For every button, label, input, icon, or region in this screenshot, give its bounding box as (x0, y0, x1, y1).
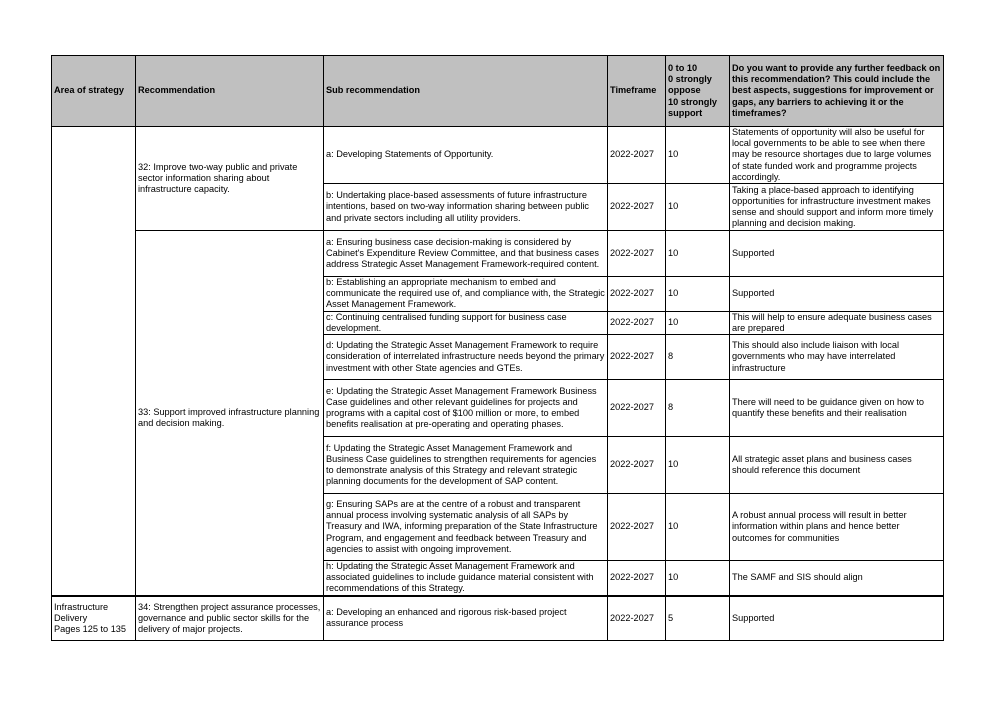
feedback-cell: Supported (730, 231, 944, 277)
sub-recommendation-cell: b: Undertaking place-based assessments of future infrastructure intentions, based on two-way information sharing between public and private sectors including all utility providers. (324, 184, 608, 231)
col-header-feedback: Do you want to provide any further feedback on this recommendation? This could include the best aspects, suggestions for improvement or gaps, any barriers to achieving it or the timeframes? (730, 56, 944, 127)
col-header-timeframe: Timeframe (608, 56, 666, 127)
score-cell: 10 (666, 494, 730, 561)
score-cell: 10 (666, 277, 730, 312)
sub-recommendation-cell: e: Updating the Strategic Asset Management Framework Business Case guidelines and other relevant guidelines for projects and programs with a capital cost of $100 million or more, to embed benefits realisation at pre-operating and operating phases. (324, 380, 608, 437)
sub-recommendation-cell: f: Updating the Strategic Asset Management Framework and Business Case guidelines to strengthen requirements for agencies to demonstrate analysis of this Strategy and relevant strategic planning documents for the development of SAP content. (324, 437, 608, 494)
recommendation-cell: 34: Strengthen project assurance processes, governance and public sector skills for the delivery of major projects. (136, 596, 324, 641)
timeframe-cell: 2022-2027 (608, 231, 666, 277)
score-cell: 8 (666, 380, 730, 437)
col-header-sub-recommendation: Sub recommendation (324, 56, 608, 127)
timeframe-cell: 2022-2027 (608, 335, 666, 380)
timeframe-cell: 2022-2027 (608, 596, 666, 641)
score-cell: 10 (666, 437, 730, 494)
sub-recommendation-cell: b: Establishing an appropriate mechanism to embed and communicate the required use of, and compliance with, the Strategic Asset Management Framework. (324, 277, 608, 312)
recommendation-cell: 32: Improve two-way public and private sector information sharing about infrastructure capacity. (136, 127, 324, 231)
table-row (52, 231, 944, 277)
feedback-cell: Taking a place-based approach to identifying opportunities for infrastructure investment makes sense and should support and inform more timely planning and decision making. (730, 184, 944, 231)
timeframe-cell: 2022-2027 (608, 380, 666, 437)
feedback-cell: Supported (730, 277, 944, 312)
timeframe-cell: 2022-2027 (608, 311, 666, 334)
recommendations-table (51, 55, 944, 641)
timeframe-cell: 2022-2027 (608, 277, 666, 312)
feedback-cell: Supported (730, 596, 944, 641)
sub-recommendation-cell: a: Developing Statements of Opportunity. (324, 127, 608, 184)
area-cell: Infrastructure Delivery Pages 125 to 135 (52, 596, 136, 641)
score-cell: 10 (666, 311, 730, 334)
feedback-cell: All strategic asset plans and business cases should reference this document (730, 437, 944, 494)
score-cell: 10 (666, 231, 730, 277)
col-header-area: Area of strategy (52, 56, 136, 127)
sub-recommendation-cell: c: Continuing centralised funding support for business case development. (324, 311, 608, 334)
score-cell: 10 (666, 561, 730, 596)
sub-recommendation-cell: d: Updating the Strategic Asset Management Framework to require consideration of interrelated infrastructure needs beyond the primary investment with other State agencies and GTEs. (324, 335, 608, 380)
feedback-cell: A robust annual process will result in better information within plans and hence better outcomes for communities (730, 494, 944, 561)
header-row (52, 56, 944, 127)
timeframe-cell: 2022-2027 (608, 127, 666, 184)
sub-recommendation-cell: h: Updating the Strategic Asset Management Framework and associated guidelines to include guidance material consistent with recommendations of this Strategy. (324, 561, 608, 596)
score-cell: 5 (666, 596, 730, 641)
timeframe-cell: 2022-2027 (608, 561, 666, 596)
sub-recommendation-cell: a: Developing an enhanced and rigorous risk-based project assurance process (324, 596, 608, 641)
timeframe-cell: 2022-2027 (608, 437, 666, 494)
feedback-cell: There will need to be guidance given on how to quantify these benefits and their realisation (730, 380, 944, 437)
score-cell: 10 (666, 184, 730, 231)
table-row (52, 127, 944, 184)
feedback-cell: This should also include liaison with local governments who may have interrelated infrastructure (730, 335, 944, 380)
score-cell: 8 (666, 335, 730, 380)
table-row (52, 596, 944, 641)
timeframe-cell: 2022-2027 (608, 184, 666, 231)
sub-recommendation-cell: g: Ensuring SAPs are at the centre of a robust and transparent annual process involving systematic analysis of all SAPs by Treasury and IWA, informing preparation of the State Infrastructure Program, and engagement and feedback between Treasury and agencies to assist with ongoing improvement. (324, 494, 608, 561)
recommendation-cell: 33: Support improved infrastructure planning and decision making. (136, 231, 324, 596)
feedback-cell: The SAMF and SIS should align (730, 561, 944, 596)
col-header-score: 0 to 10 0 strongly oppose 10 strongly support (666, 56, 730, 127)
col-header-recommendation: Recommendation (136, 56, 324, 127)
feedback-cell: Statements of opportunity will also be useful for local governments to be able to see when there may be resource shortages due to large volumes of state funded work and programme projects accordingly. (730, 127, 944, 184)
feedback-cell: This will help to ensure adequate business cases are prepared (730, 311, 944, 334)
timeframe-cell: 2022-2027 (608, 494, 666, 561)
area-cell-blank (52, 127, 136, 596)
sub-recommendation-cell: a: Ensuring business case decision-making is considered by Cabinet's Expenditure Review Committee, and that business cases address Strategic Asset Management Framework-required content. (324, 231, 608, 277)
score-cell: 10 (666, 127, 730, 184)
